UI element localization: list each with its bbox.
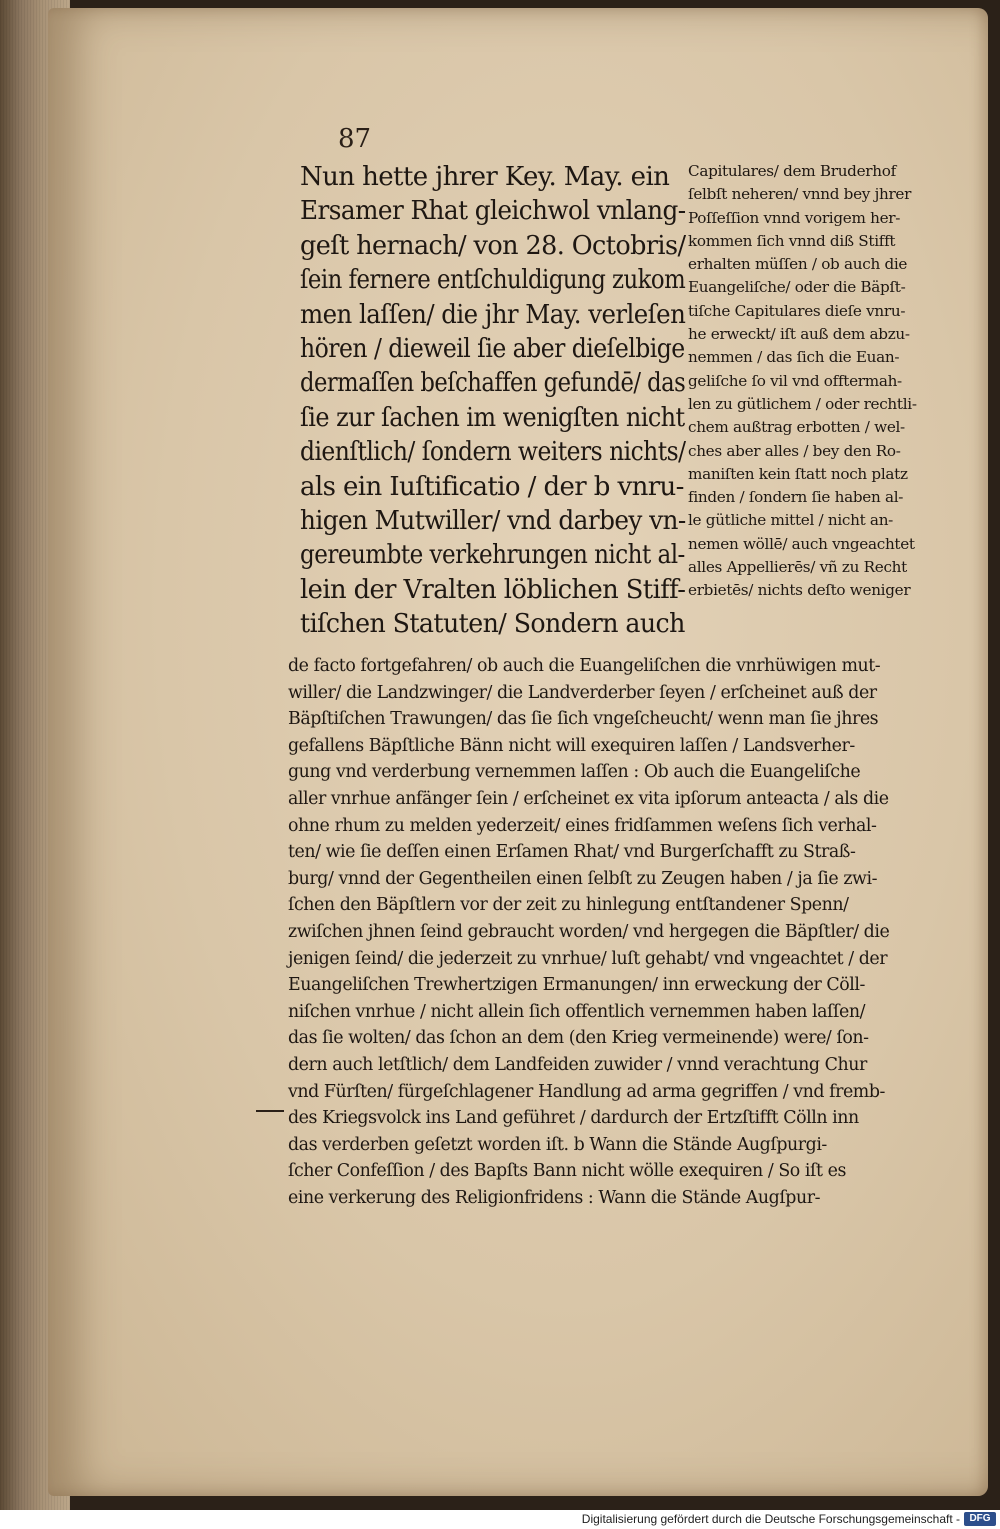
full-width-text [288,653,968,1211]
text-line: Nun hette jhrer Key. May. ein [300,162,670,192]
text-line: maniſten kein ſtatt noch platz [688,464,908,483]
text-line: higen Mutwiller/ vnd darbey vn- [300,506,686,537]
text-line: erbietēs/ nichts deſto weniger [688,581,911,600]
text-line: geſt hernach/ von 28. Octobris/ [300,230,686,261]
text-line: dienſtlich/ ſondern weiters nichts/ [300,437,686,468]
text-line: kommen ſich vnnd diß Stifft [688,231,896,250]
text-line: willer/ die Landzwinger/ die Landverderber ſeyen / erſcheinet auß der [288,682,877,703]
text-line: chem außtrag erbotten / wel- [688,418,905,437]
text-line: ſein fernere entſchuldigung zukom [300,265,686,296]
text-line: ſchen den Bäpſtlern vor der zeit zu hinlegung entſtandener Spenn/ [288,895,849,916]
text-line: das verderben geſetzt worden iſt. b Wann die Stände Augſpurgi- [288,1134,827,1155]
text-line: als ein Iuſtificatio / der b vnru- [300,471,684,502]
text-line: aller vnrhue anfänger ſein / erſcheinet ex vita ipſorum anteacta / als die [288,788,889,809]
text-line: nemmen / das ſich die Euan- [688,348,900,367]
text-line: de facto fortgefahren/ ob auch die Euangeliſchen die vnrhüwigen mut- [288,656,881,676]
text-line: he erweckt/ iſt auß dem abzu- [688,325,910,344]
text-line: len zu gütlichem / oder rechtli- [688,394,917,413]
footer-bar [0,1510,1000,1529]
text-line: ohne rhum zu melden yederzeit/ eines fridſammen weſens ſich verhal- [288,815,877,836]
text-line: Bäpſtiſchen Trawungen/ das ſie ſich vngeſcheucht/ wenn man ſie jhres [288,709,879,730]
text-line: zwiſchen jhnen ſeind gebraucht worden/ vnd hergegen die Bäpſtler/ die [288,921,890,942]
text-line: gung vnd verderbung vernemmen laſſen : Ob auch die Euangeliſche [288,762,861,783]
text-line: geliſche ſo vil vnd offtermah- [688,371,902,390]
text-line: ſie zur ſachen im wenigſten nicht [300,402,685,433]
text-line: nemen wöllē/ auch vngeachtet [688,534,915,553]
text-line: vnd Fürſten/ fürgeſchlagener Handlung ad arma gegriffen / vnd fremb- [288,1081,885,1102]
dfg-logo: DFG [964,1512,996,1526]
text-line: Capitulares/ dem Bruderhof [688,162,896,180]
text-line: le gütliche mittel / nicht an- [688,511,894,530]
text-line: jenigen ſeind/ die jederzeit zu vnrhue/ luſt gehabt/ vnd vngeachtet / der [288,948,888,969]
text-line: burg/ vnnd der Gegentheilen einen ſelbſt zu Zeugen haben / ja ſie zwi- [288,868,878,889]
text-line: des Kriegsvolck ins Land geführet / dardurch der Ertzſtifft Cölln inn [288,1108,859,1129]
text-line: niſchen vnrhue / nicht allein ſich offentlich vernemmen haben laſſen/ [288,1001,866,1022]
text-line: ten/ wie ſie deſſen einen Erſamen Rhat/ vnd Burgerſchafft zu Straß- [288,842,856,863]
text-line: tiſchen Statuten/ Sondern auch [300,609,685,640]
text-line: ſelbſt neheren/ vnnd bey jhrer [688,185,912,204]
footer-text: Digitalisierung gefördert durch die Deutsche Forschungsgemeinschaft - [581,1512,960,1526]
margin-dash [256,1110,284,1112]
text-line: alles Appellierēs/ vñ zu Recht [688,558,907,577]
text-line: Ersamer Rhat gleichwol vnlang- [300,196,686,227]
text-line: dermaſſen beſchaffen gefundē/ das [300,368,686,399]
text-line: Euangeliſche/ oder die Bäpſt- [688,278,906,297]
left-column [300,160,685,642]
text-line: men laſſen/ die jhr May. verleſen [300,299,686,330]
text-line: finden / ſondern ſie haben al- [688,488,904,507]
text-line: tiſche Capitulares dieſe vnru- [688,301,906,320]
right-column [688,160,973,603]
page-number: 87 [338,124,372,154]
text-line: Euangeliſchen Trewhertzigen Ermanungen/ inn erweckung der Cöll- [288,975,865,996]
text-line: Poſſeſſion vnnd vorigem her- [688,208,901,227]
text-line: dern auch letſtlich/ dem Landfeiden zuwider / vnnd verachtung Chur [288,1054,867,1075]
text-line: eine verkerung des Religionfridens : Wann die Stände Augſpur- [288,1187,821,1208]
text-line: ches aber alles / bey den Ro- [688,441,901,460]
text-line: gereumbte verkehrungen nicht al- [300,540,685,571]
text-line: gefallens Bäpſtliche Bänn nicht will exequiren laſſen / Landsverher- [288,735,855,756]
text-line: ſcher Confeſſion / des Bapſts Bann nicht wölle exequiren / So iſt es [288,1161,846,1182]
text-line: erhalten müſſen / ob auch die [688,255,908,274]
text-line: hören / dieweil ſie aber dieſelbige [300,334,685,365]
text-line: lein der Vralten löblichen Stiff- [300,574,686,605]
text-line: das ſie wolten/ das ſchon an dem (den Krieg vermeinende) were/ ſon- [288,1028,869,1049]
